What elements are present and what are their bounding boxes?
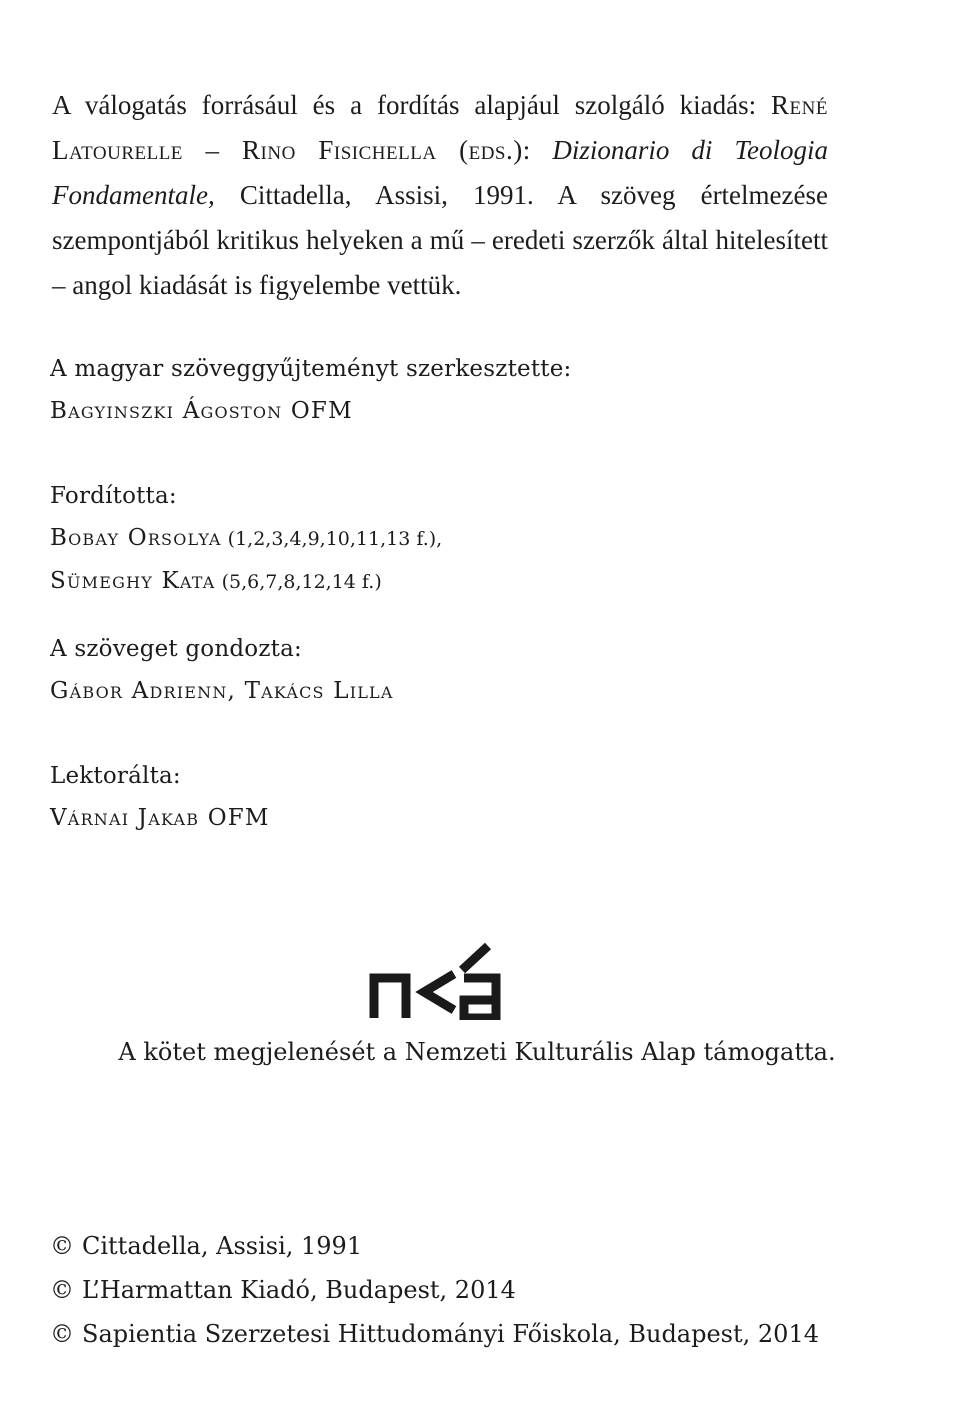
credit-text-editor <box>50 628 394 712</box>
funding-acknowledgement: A kötet megjelenését a Nemzeti Kulturális Alap támogatta. <box>118 1038 836 1066</box>
source-title: Dizionario di Teologia Fondamentale, <box>52 135 828 210</box>
copyright-line <box>50 1312 819 1356</box>
translator-2-name: Sümeghy Kata <box>50 568 216 594</box>
copyright-text: L’Harmattan Kiadó, Budapest, 2014 <box>82 1276 516 1304</box>
source-colon: : <box>522 135 553 165</box>
source-editors: René Latourelle – Rino Fisichella <box>52 90 828 165</box>
copyright-line <box>50 1224 819 1268</box>
translator-2 <box>50 560 442 603</box>
source-eds: (eds.) <box>436 135 523 165</box>
source-publisher: Cittadella, Assisi, 1991. <box>214 180 534 210</box>
copyright-line <box>50 1268 819 1312</box>
credit-editor-label: A magyar szöveggyűjteményt szerkesztette: <box>50 356 572 382</box>
credit-text-editor-names: Gábor Adrienn, Takács Lilla <box>50 678 394 704</box>
nka-logo-mark <box>374 946 496 1018</box>
credit-editor-name: Bagyinszki Ágoston OFM <box>50 398 353 424</box>
credit-reviewer <box>50 755 270 839</box>
translator-1-chapters: (1,2,3,4,9,10,11,13 f.), <box>221 528 443 550</box>
nka-logo <box>366 940 516 1020</box>
credit-text-editor-label: A szöveget gondozta: <box>50 636 302 662</box>
copyright-list <box>50 1224 819 1356</box>
credit-translated <box>50 475 442 603</box>
credit-reviewer-label: Lektorálta: <box>50 763 181 789</box>
source-intro: A válogatás forrásául és a fordítás alapjául szolgáló kiadás: <box>52 90 772 120</box>
copyright-symbol: © <box>50 1320 74 1348</box>
translator-1 <box>50 517 442 560</box>
copyright-symbol: © <box>50 1276 74 1304</box>
credit-translated-label: Fordította: <box>50 483 177 509</box>
translator-2-chapters: (5,6,7,8,12,14 f.) <box>215 571 382 593</box>
source-note: A szöveg értelmezése szempontjából kritikus helyeken a mű – eredeti szerzők által hitelesített – angol kiadását is figyelembe vettük. <box>52 180 828 300</box>
copyright-text: Cittadella, Assisi, 1991 <box>82 1232 363 1260</box>
source-edition-paragraph <box>52 83 828 308</box>
credit-reviewer-name: Várnai Jakab OFM <box>50 805 270 831</box>
copyright-text: Sapientia Szerzetesi Hittudományi Főiskola, Budapest, 2014 <box>82 1320 819 1348</box>
credit-editor <box>50 348 571 432</box>
translator-1-name: Bobay Orsolya <box>50 525 222 551</box>
copyright-symbol: © <box>50 1232 74 1260</box>
